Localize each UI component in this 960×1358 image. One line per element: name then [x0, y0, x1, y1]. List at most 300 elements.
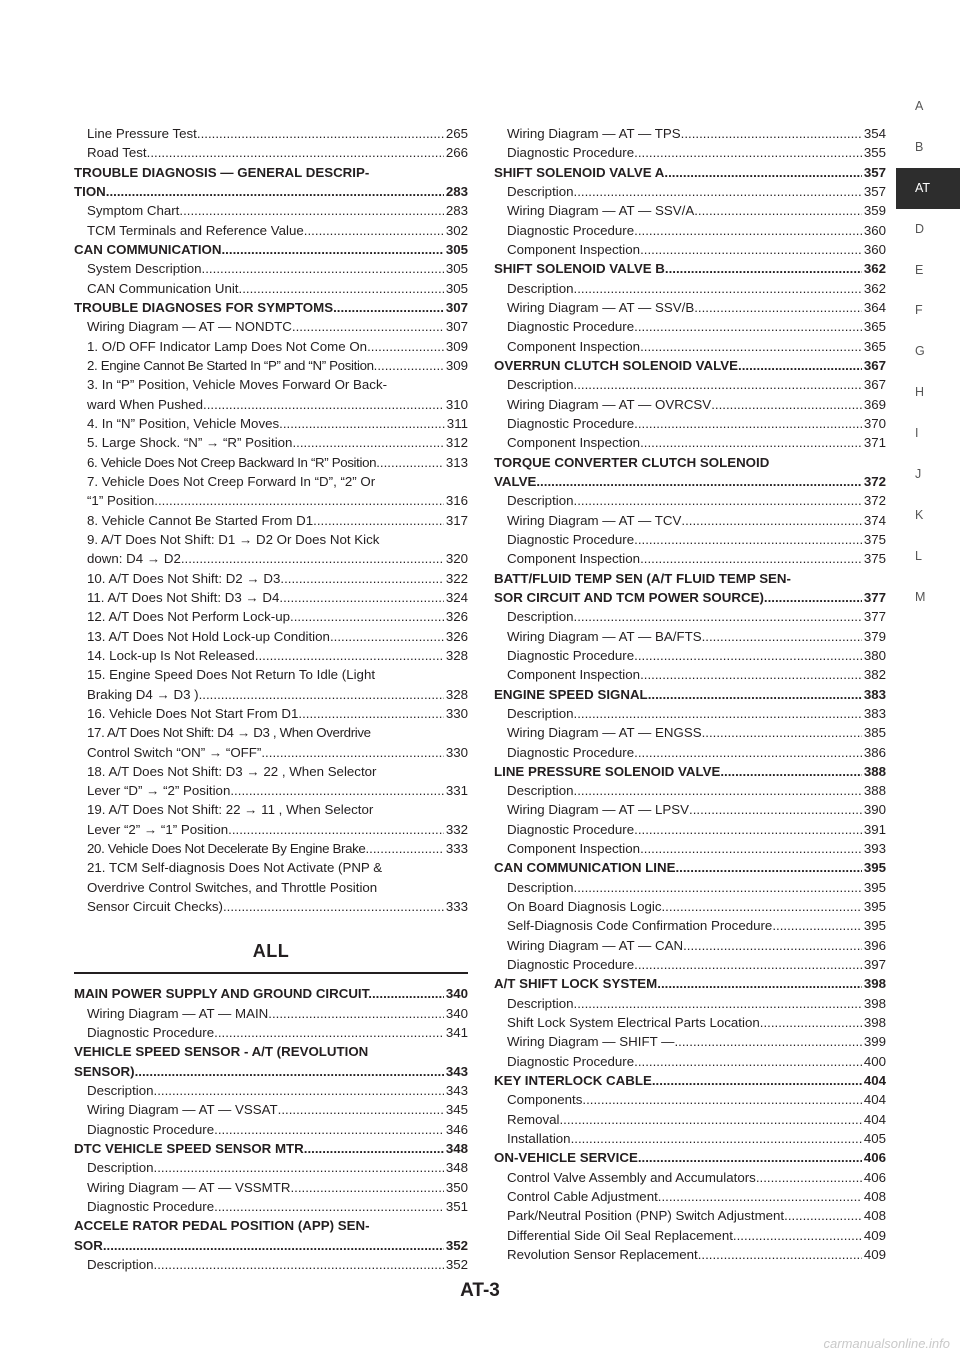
- toc-entry-title: Components: [507, 1092, 583, 1108]
- toc-entry-title: Shift Lock System Electrical Parts Location: [507, 1015, 760, 1031]
- toc-entry[interactable]: [494, 916, 886, 935]
- toc-entry-title: 20. Vehicle Does Not Decelerate By Engine Brake: [87, 841, 366, 857]
- toc-page-number: 305: [445, 280, 468, 296]
- toc-entry-title: Wiring Diagram — AT — MAIN: [87, 1005, 269, 1021]
- toc-page-number: 328: [445, 647, 468, 663]
- dot-leader: [279, 414, 445, 433]
- dot-leader: [574, 994, 862, 1013]
- dot-leader: [689, 800, 862, 819]
- toc-entry[interactable]: [74, 337, 468, 356]
- dot-leader: [764, 588, 862, 607]
- toc-entry[interactable]: [74, 858, 468, 877]
- toc-page-number: 398: [863, 995, 886, 1011]
- toc-entry-title: Description: [507, 377, 574, 393]
- dot-leader: [179, 201, 443, 220]
- toc-left-column: [74, 124, 468, 1274]
- toc-entry[interactable]: [494, 1052, 886, 1071]
- dot-leader: [634, 955, 862, 974]
- toc-entry-title: 4. In “N” Position, Vehicle Moves: [87, 415, 280, 431]
- toc-page-number: 395: [863, 918, 886, 934]
- toc-entry[interactable]: [74, 878, 468, 897]
- toc-entry[interactable]: [494, 607, 886, 626]
- toc-entry[interactable]: [74, 453, 468, 472]
- toc-page-number: 396: [863, 937, 886, 953]
- toc-entry[interactable]: [74, 279, 468, 298]
- dot-leader: [374, 356, 444, 375]
- dot-leader: [106, 182, 444, 201]
- toc-entry-title: OVERRUN CLUTCH SOLENOID VALVE: [494, 357, 739, 373]
- toc-entry[interactable]: [74, 839, 468, 858]
- toc-page-number: 313: [445, 454, 468, 470]
- toc-entry[interactable]: [74, 1178, 468, 1197]
- toc-entry-title: Diagnostic Procedure: [507, 531, 635, 547]
- section-tab-b[interactable]: B: [915, 139, 924, 154]
- dot-leader: [197, 124, 444, 143]
- toc-entry-title: Wiring Diagram — AT — LPSV: [507, 802, 690, 818]
- toc-entry[interactable]: [494, 124, 886, 143]
- toc-entry[interactable]: [494, 375, 886, 394]
- toc-entry[interactable]: [494, 221, 886, 240]
- toc-entry-title: CAN Communication Unit: [87, 280, 239, 296]
- toc-entry[interactable]: [74, 588, 468, 607]
- toc-entry[interactable]: [494, 781, 886, 800]
- toc-entry[interactable]: [494, 549, 886, 568]
- toc-page-number: 302: [445, 222, 468, 238]
- toc-entry-title: System Description: [87, 261, 202, 277]
- toc-entry[interactable]: [494, 1090, 886, 1109]
- toc-section-heading[interactable]: [494, 1148, 886, 1167]
- toc-entry-title: KEY INTERLOCK CABLE: [494, 1073, 652, 1089]
- toc-page-number: 305: [445, 261, 468, 277]
- toc-entry-title: ward When Pushed: [87, 396, 204, 412]
- toc-entry[interactable]: [74, 627, 468, 646]
- toc-entry[interactable]: [74, 433, 468, 452]
- toc-entry[interactable]: [494, 182, 886, 201]
- toc-page-number: 393: [863, 841, 886, 857]
- toc-entry[interactable]: [494, 298, 886, 317]
- toc-page-number: 379: [863, 628, 886, 644]
- toc-entry[interactable]: [74, 1081, 468, 1100]
- section-tab-h[interactable]: H: [915, 385, 925, 400]
- toc-entry[interactable]: [494, 839, 886, 858]
- toc-entry[interactable]: [494, 743, 886, 762]
- toc-entry-title: Component Inspection: [507, 551, 641, 567]
- toc-entry-title: “1” Position: [87, 493, 155, 509]
- toc-page-number: 367: [863, 377, 886, 393]
- toc-page-number: 326: [445, 609, 468, 625]
- toc-entry[interactable]: [74, 1158, 468, 1177]
- dot-leader: [292, 433, 443, 452]
- toc-entry[interactable]: [494, 994, 886, 1013]
- toc-page-number: 359: [863, 203, 886, 219]
- toc-entry-title: Diagnostic Procedure: [507, 821, 635, 837]
- toc-page-number: 380: [863, 647, 886, 663]
- toc-entry[interactable]: [494, 337, 886, 356]
- toc-entry[interactable]: [494, 820, 886, 839]
- dot-leader: [681, 511, 861, 530]
- toc-entry[interactable]: [74, 685, 468, 704]
- toc-page-number: 317: [445, 512, 468, 528]
- toc-entry-title: SHIFT SOLENOID VALVE B: [494, 261, 665, 277]
- toc-entry[interactable]: [494, 800, 886, 819]
- section-tab-k[interactable]: K: [915, 507, 924, 522]
- toc-section-heading[interactable]: [74, 1216, 468, 1235]
- toc-section-heading[interactable]: [494, 1071, 886, 1090]
- toc-entry[interactable]: [74, 317, 468, 336]
- toc-entry-title: Wiring Diagram — AT — VSSMTR: [87, 1179, 291, 1195]
- toc-entry[interactable]: [494, 279, 886, 298]
- toc-entry[interactable]: [494, 1110, 886, 1129]
- toc-entry[interactable]: [74, 549, 468, 568]
- toc-entry[interactable]: [494, 878, 886, 897]
- toc-entry[interactable]: [494, 897, 886, 916]
- toc-entry[interactable]: [74, 356, 468, 375]
- toc-entry[interactable]: [74, 781, 468, 800]
- toc-entry[interactable]: [74, 472, 468, 491]
- toc-page-number: 355: [863, 145, 886, 161]
- toc-page-number: 331: [445, 783, 468, 799]
- section-tab-l[interactable]: L: [915, 548, 922, 563]
- toc-page-number: 330: [445, 705, 468, 721]
- toc-entry-title: Line Pressure Test: [87, 126, 197, 141]
- toc-entry[interactable]: [494, 530, 886, 549]
- toc-entry[interactable]: [494, 433, 886, 452]
- toc-page-number: 371: [863, 435, 886, 451]
- toc-entry[interactable]: [494, 1206, 886, 1225]
- toc-entry-title: SOR: [74, 1237, 103, 1253]
- dot-leader: [298, 704, 443, 723]
- toc-entry[interactable]: [494, 240, 886, 259]
- toc-entry[interactable]: [494, 414, 886, 433]
- dot-leader: [665, 259, 862, 278]
- toc-section-heading[interactable]: [494, 163, 886, 182]
- toc-page-number: 369: [863, 396, 886, 412]
- toc-entry[interactable]: [74, 1023, 468, 1042]
- toc-entry[interactable]: [494, 511, 886, 530]
- toc-entry-title: SOR CIRCUIT AND TCM POWER SOURCE): [494, 589, 764, 605]
- dot-leader: [683, 936, 862, 955]
- dot-leader: [154, 491, 444, 510]
- toc-entry-title: Control Cable Adjustment: [507, 1189, 658, 1205]
- toc-entry-title: ACCELE RATOR PEDAL POSITION (APP) SEN-: [74, 1218, 370, 1234]
- toc-entry-title: 2. Engine Cannot Be Started In “P” and “N” Position: [87, 357, 374, 373]
- toc-page-number: 310: [445, 396, 468, 412]
- toc-entry-title: Wiring Diagram — AT — SSV/A: [507, 203, 695, 219]
- toc-page-number: 357: [863, 164, 886, 180]
- dot-leader: [261, 743, 443, 762]
- toc-entry-title: Description: [507, 183, 574, 199]
- toc-entry[interactable]: [494, 1168, 886, 1187]
- dot-leader: [574, 182, 862, 201]
- toc-section-heading[interactable]: [494, 569, 886, 588]
- toc-entry[interactable]: [494, 491, 886, 510]
- toc-section-heading[interactable]: [494, 356, 886, 375]
- toc-entry[interactable]: [74, 511, 468, 530]
- toc-section-heading[interactable]: [494, 858, 886, 877]
- toc-entry[interactable]: [494, 1187, 886, 1206]
- toc-entry[interactable]: [74, 665, 468, 684]
- toc-section-heading[interactable]: [74, 1139, 468, 1158]
- toc-entry[interactable]: [74, 259, 468, 278]
- dot-leader: [772, 916, 861, 935]
- toc-entry[interactable]: [74, 800, 468, 819]
- toc-entry-title: Diagnostic Procedure: [507, 415, 635, 431]
- toc-entry[interactable]: [74, 395, 468, 414]
- dot-leader: [674, 1032, 861, 1051]
- toc-entry[interactable]: [74, 414, 468, 433]
- toc-entry-title: Diagnostic Procedure: [507, 647, 635, 663]
- toc-page-number: 406: [863, 1169, 886, 1185]
- toc-entry[interactable]: [494, 936, 886, 955]
- toc-entry-title: Diagnostic Procedure: [507, 744, 635, 760]
- toc-page-number: 397: [863, 957, 886, 973]
- toc-entry-title: Control Switch “ON” → “OFF”: [87, 744, 262, 760]
- toc-entry[interactable]: [494, 1013, 886, 1032]
- section-tab-j[interactable]: J: [915, 467, 922, 482]
- toc-entry-title: Wiring Diagram — AT — TCV: [507, 512, 682, 528]
- toc-entry-title: Sensor Circuit Checks): [87, 899, 223, 915]
- toc-entry-title: Wiring Diagram — AT — VSSAT: [87, 1102, 278, 1118]
- toc-entry-title: TION: [74, 183, 106, 199]
- toc-entry[interactable]: [74, 897, 468, 916]
- dot-leader: [658, 1187, 862, 1206]
- toc-section-heading[interactable]: [494, 453, 886, 472]
- toc-section-heading[interactable]: [74, 163, 468, 182]
- toc-entry[interactable]: [74, 1100, 468, 1119]
- toc-entry-title: Description: [507, 493, 574, 509]
- toc-entry-title: Self-Diagnosis Code Confirmation Procedure: [507, 918, 773, 934]
- toc-entry-title: Diagnostic Procedure: [87, 1199, 215, 1215]
- dot-leader: [574, 607, 862, 626]
- dot-leader: [574, 491, 862, 510]
- dot-leader: [634, 646, 862, 665]
- toc-section-heading[interactable]: [74, 1062, 468, 1081]
- toc-section-heading[interactable]: [74, 240, 468, 259]
- dot-leader: [640, 433, 862, 452]
- toc-entry-title: 7. Vehicle Does Not Creep Forward In “D”, “2” Or: [87, 473, 376, 489]
- dot-leader: [181, 549, 444, 568]
- toc-entry[interactable]: [74, 743, 468, 762]
- toc-page-number: 350: [445, 1179, 468, 1195]
- toc-entry[interactable]: [74, 1255, 468, 1274]
- section-tab-m[interactable]: M: [915, 589, 926, 604]
- toc-page-number: 383: [863, 705, 886, 721]
- toc-entry-title: Symptom Chart: [87, 203, 180, 219]
- toc-section-heading[interactable]: [74, 298, 468, 317]
- toc-page-number: 360: [863, 241, 886, 257]
- toc-page-number: 311: [446, 415, 468, 431]
- section-tab-e[interactable]: E: [915, 262, 924, 277]
- page-number: AT-3: [460, 1280, 500, 1301]
- toc-page-number: 328: [445, 686, 468, 702]
- toc-entry-title: Component Inspection: [507, 435, 641, 451]
- toc-section-heading[interactable]: [494, 762, 886, 781]
- toc-page-number: 320: [445, 551, 468, 567]
- section-tab-i[interactable]: I: [915, 426, 919, 441]
- toc-entry-title: 19. A/T Does Not Shift: 22 → 11 , When Selector: [87, 802, 374, 818]
- dot-leader: [574, 878, 862, 897]
- toc-entry[interactable]: [494, 627, 886, 646]
- dot-leader: [694, 298, 862, 317]
- toc-entry-title: Component Inspection: [507, 241, 641, 257]
- toc-page-number: 341: [445, 1025, 468, 1041]
- toc-entry-title: 1. O/D OFF Indicator Lamp Does Not Come On: [87, 338, 368, 354]
- toc-entry-title: Revolution Sensor Replacement: [507, 1247, 698, 1263]
- toc-page-number: 408: [863, 1189, 886, 1205]
- dot-leader: [278, 1100, 444, 1119]
- toc-entry[interactable]: [74, 646, 468, 665]
- toc-entry-title: Component Inspection: [507, 667, 641, 683]
- dot-leader: [135, 1062, 444, 1081]
- toc-entry[interactable]: [74, 1120, 468, 1139]
- toc-entry-title: Description: [87, 1160, 154, 1176]
- toc-entry-title: 17. A/T Does Not Shift: D4 → D3 , When Overdrive: [87, 725, 371, 741]
- toc-page-number: 332: [445, 821, 468, 837]
- toc-entry[interactable]: [74, 723, 468, 742]
- toc-page-number: 330: [445, 744, 468, 760]
- dot-leader: [634, 820, 862, 839]
- toc-entry[interactable]: [74, 820, 468, 839]
- dot-leader: [702, 723, 862, 742]
- toc-entry-title: Diagnostic Procedure: [87, 1025, 215, 1041]
- toc-page-number: 395: [863, 879, 886, 895]
- dot-leader: [634, 743, 862, 762]
- toc-page-number: 360: [863, 222, 886, 238]
- toc-entry[interactable]: [74, 201, 468, 220]
- toc-section-heading[interactable]: [74, 1042, 468, 1061]
- toc-entry[interactable]: [494, 395, 886, 414]
- dot-leader: [292, 317, 444, 336]
- toc-page-number: 354: [863, 126, 886, 141]
- dot-leader: [574, 279, 862, 298]
- toc-section-heading[interactable]: [494, 259, 886, 278]
- dot-leader: [365, 839, 443, 858]
- toc-entry[interactable]: [494, 1129, 886, 1148]
- section-tab-a[interactable]: A: [915, 99, 924, 113]
- toc-entry-title: TORQUE CONVERTER CLUTCH SOLENOID: [494, 454, 770, 470]
- toc-section-heading[interactable]: [494, 685, 886, 704]
- toc-entry[interactable]: [494, 646, 886, 665]
- toc-entry-title: 10. A/T Does Not Shift: D2 → D3: [87, 570, 281, 586]
- toc-entry[interactable]: [494, 1226, 886, 1245]
- dot-leader: [214, 1197, 444, 1216]
- toc-entry[interactable]: [74, 607, 468, 626]
- toc-entry[interactable]: [74, 124, 468, 143]
- dot-leader: [574, 781, 862, 800]
- toc-entry[interactable]: [494, 665, 886, 684]
- dot-leader: [536, 472, 861, 491]
- toc-page-number: 309: [445, 338, 468, 354]
- toc-section-heading[interactable]: [494, 472, 886, 491]
- toc-entry-title: 21. TCM Self-diagnosis Does Not Activate (PNP &: [87, 860, 383, 876]
- toc-entry[interactable]: [494, 723, 886, 742]
- toc-section-heading[interactable]: [74, 984, 468, 1003]
- dot-leader: [571, 1129, 862, 1148]
- toc-section-heading[interactable]: [74, 1236, 468, 1255]
- toc-page-number: 307: [445, 319, 468, 335]
- toc-entry-title: Braking D4 → D3 ): [87, 686, 199, 702]
- toc-entry[interactable]: [494, 704, 886, 723]
- dot-leader: [711, 395, 862, 414]
- toc-entry-title: Diagnostic Procedure: [507, 145, 635, 161]
- toc-entry[interactable]: [74, 221, 468, 240]
- dot-leader: [640, 337, 862, 356]
- toc-entry-title: Diagnostic Procedure: [507, 319, 635, 335]
- toc-entry-title: Control Valve Assembly and Accumulators: [507, 1169, 756, 1185]
- toc-entry[interactable]: [74, 704, 468, 723]
- toc-entry-title: Diagnostic Procedure: [507, 957, 635, 973]
- toc-entry-title: TROUBLE DIAGNOSIS — GENERAL DESCRIP-: [74, 164, 370, 180]
- toc-section-heading[interactable]: [494, 588, 886, 607]
- toc-entry-title: Description: [507, 280, 574, 296]
- section-tab-g[interactable]: G: [915, 344, 925, 359]
- toc-page-number: 266: [445, 145, 468, 161]
- section-tab-f[interactable]: F: [915, 303, 923, 318]
- toc-page-number: 385: [863, 725, 886, 741]
- toc-entry[interactable]: [74, 530, 468, 549]
- dot-leader: [784, 1206, 862, 1225]
- toc-entry-title: Wiring Diagram — AT — NONDTC: [87, 319, 292, 335]
- toc-entry[interactable]: [74, 1197, 468, 1216]
- dot-leader: [698, 1245, 862, 1264]
- toc-entry-title: SHIFT SOLENOID VALVE A: [494, 164, 665, 180]
- dot-leader: [279, 588, 443, 607]
- toc-entry-title: ON-VEHICLE SERVICE: [494, 1150, 638, 1166]
- toc-entry[interactable]: [74, 569, 468, 588]
- toc-entry-title: 12. A/T Does Not Perform Lock-up: [87, 609, 290, 625]
- toc-entry-title: down: D4 → D2: [87, 551, 181, 567]
- toc-entry[interactable]: [494, 955, 886, 974]
- toc-entry-title: Wiring Diagram — AT — CAN: [507, 937, 684, 953]
- toc-entry[interactable]: [74, 762, 468, 781]
- toc-entry[interactable]: [494, 201, 886, 220]
- dot-leader: [702, 627, 862, 646]
- toc-entry-title: Diagnostic Procedure: [507, 1053, 635, 1069]
- dot-leader: [304, 221, 444, 240]
- toc-entry[interactable]: [494, 1032, 886, 1051]
- toc-page-number: 375: [863, 531, 886, 547]
- toc-entry-title: 6. Vehicle Does Not Creep Backward In “R” Position: [87, 454, 377, 470]
- section-tab-d[interactable]: D: [915, 221, 925, 236]
- dot-leader: [634, 414, 862, 433]
- section-tab-at[interactable]: AT: [896, 168, 960, 209]
- dot-leader: [154, 1255, 444, 1274]
- dot-leader: [313, 511, 444, 530]
- toc-section-heading[interactable]: [494, 974, 886, 993]
- dot-leader: [154, 1081, 444, 1100]
- toc-section-heading[interactable]: [74, 182, 468, 201]
- dot-leader: [640, 839, 862, 858]
- toc-page-number: 362: [863, 280, 886, 296]
- toc-entry[interactable]: [74, 1004, 468, 1023]
- toc-entry[interactable]: [74, 375, 468, 394]
- toc-entry[interactable]: [494, 317, 886, 336]
- toc-entry[interactable]: [494, 1245, 886, 1264]
- toc-page-number: 398: [863, 1015, 886, 1031]
- dot-leader: [664, 163, 861, 182]
- toc-entry[interactable]: [74, 143, 468, 162]
- toc-page-number: 316: [445, 493, 468, 509]
- dot-leader: [634, 530, 862, 549]
- toc-page-number: 348: [445, 1141, 468, 1157]
- toc-entry[interactable]: [494, 143, 886, 162]
- toc-entry[interactable]: [74, 491, 468, 510]
- toc-entry-title: CAN COMMUNICATION: [74, 241, 222, 257]
- toc-page-number: 324: [445, 589, 468, 605]
- toc-entry-title: 5. Large Shock. “N” → “R” Position: [87, 435, 293, 451]
- dot-leader: [333, 298, 444, 317]
- toc-entry-title: BATT/FLUID TEMP SEN (A/T FLUID TEMP SEN-: [494, 570, 791, 586]
